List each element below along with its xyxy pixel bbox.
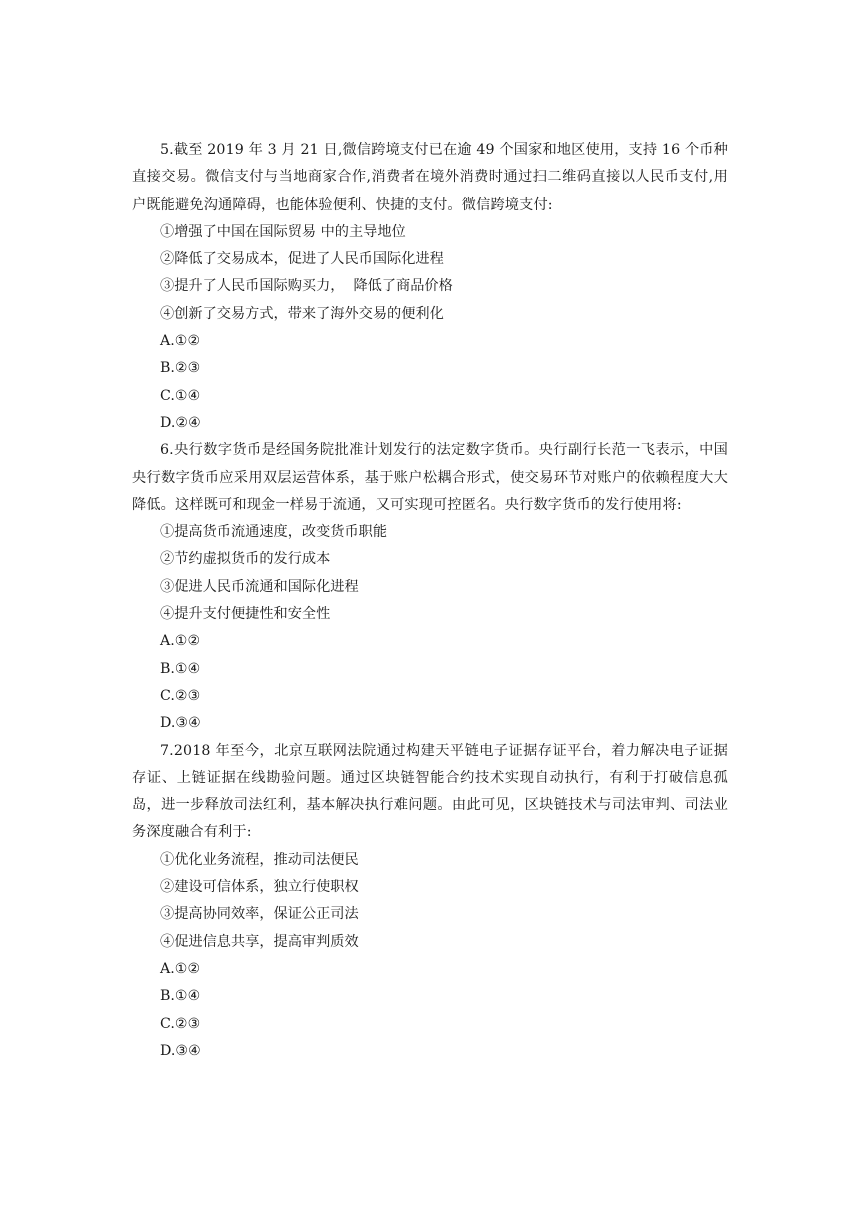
statement-option: ②降低了交易成本，促进了人民币国际化进程 [160,251,444,268]
answer-choice: D.②④ [160,414,201,431]
question-7 [132,738,728,1066]
answer-choice: A.①② [160,333,201,350]
answer-choice: C.①④ [160,387,201,404]
statement-option: ①增强了中国在国际贸易 中的主导地位 [160,223,406,240]
answer-choice: C.②③ [160,1015,201,1032]
question-stem: 5.截至 2019 年 3 月 21 日,微信跨境支付已在逾 49 个国家和地区使用，支持 16 个币种直接交易。微信支付与当地商家合作,消费者在境外消费时通过扫二维码直接以人民币支付,用户既能避免沟通障碍，也能体验便利、快捷的支付。微信跨境支付: [132,142,728,213]
answer-choice: B.①④ [160,660,201,677]
answer-choice: B.②③ [160,360,201,377]
statement-option: ②节约虚拟货币的发行成本 [160,551,331,568]
statement-option: ③提升了人民币国际购买力， 降低了商品价格 [160,278,453,295]
statement-option: ①优化业务流程，推动司法便民 [160,851,359,868]
question-stem: 6.央行数字货币是经国务院批准计划发行的法定数字货币。央行副行长范一飞表示，中国央行数字货币应采用双层运营体系，基于账户松耦合形式，使交易环节对账户的依赖程度大大降低。这样既可和现金一样易于流通，又可实现可控匿名。央行数字货币的发行使用将: [132,442,728,513]
statement-option: ③提高协同效率，保证公正司法 [160,906,359,923]
statement-option: ④促进信息共享，提高审判质效 [160,933,359,950]
statement-option: ②建设可信体系，独立行使职权 [160,879,359,896]
question-list [132,137,728,1065]
statement-option: ①提高货币流通速度，改变货币职能 [160,524,388,541]
question-5 [132,137,728,437]
answer-choice: D.③④ [160,1042,201,1059]
question-6 [132,437,728,737]
answer-choice: C.②③ [160,687,201,704]
statement-option: ④创新了交易方式，带来了海外交易的便利化 [160,305,444,322]
question-stem: 7.2018 年至今，北京互联网法院通过构建天平链电子证据存证平台，着力解决电子证据存证、上链证据在线勘验问题。通过区块链智能合约技术实现自动执行，有利于打破信息孤岛，进一步释放司法红利，基本解决执行难问题。由此可见，区块链技术与司法审判、司法业务深度融合有利于: [132,742,728,841]
statement-option: ④提升支付便捷性和安全性 [160,606,331,623]
answer-choice: A.①② [160,633,201,650]
statement-option: ③促进人民币流通和国际化进程 [160,578,359,595]
answer-choice: B.①④ [160,988,201,1005]
answer-choice: A.①② [160,960,201,977]
answer-choice: D.③④ [160,715,201,732]
